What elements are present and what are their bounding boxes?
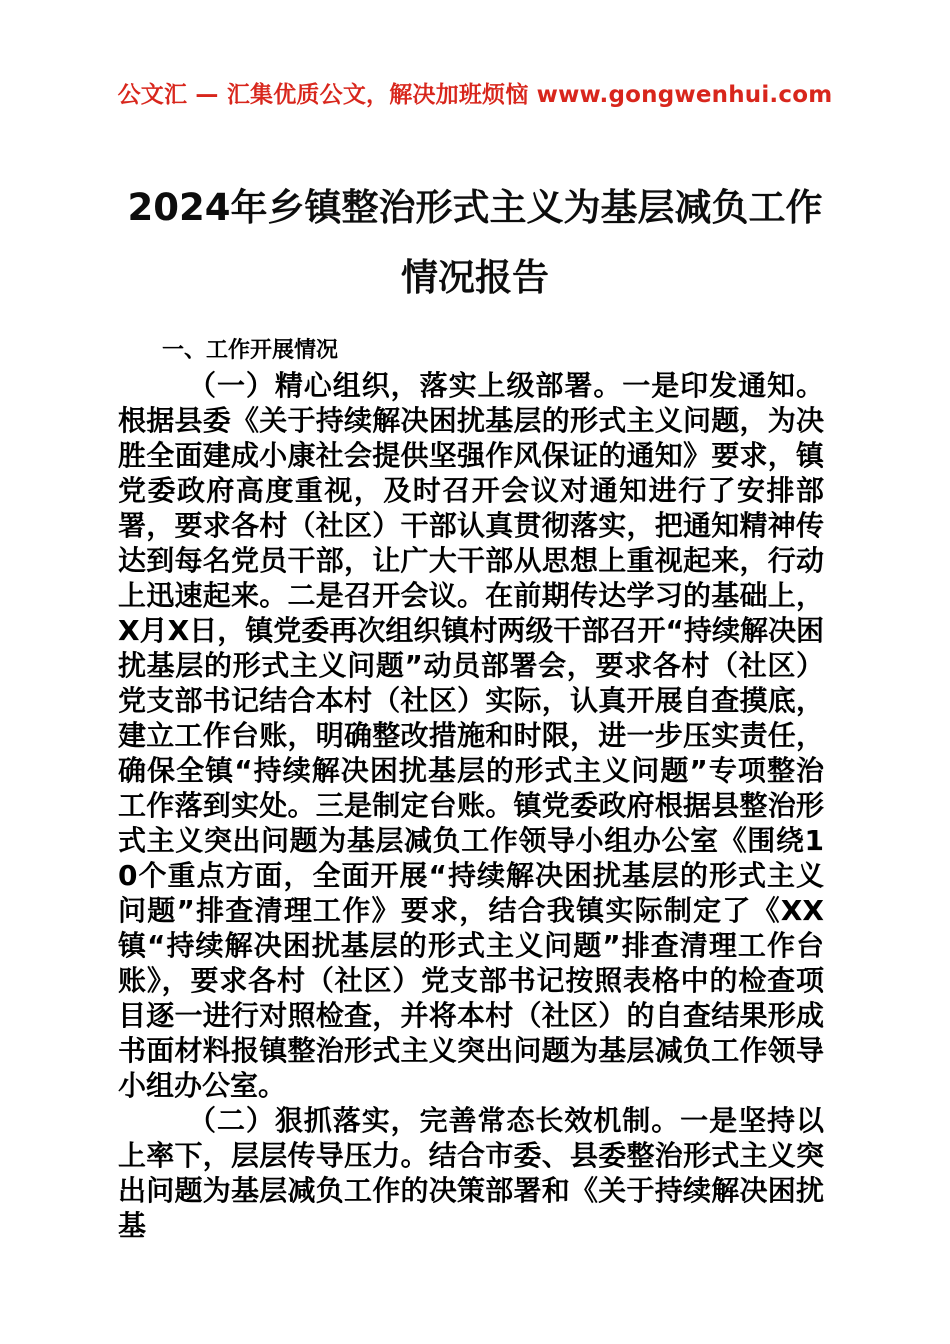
watermark-brand: 公文汇 — 汇集优质公文，解决加班烦恼: [117, 82, 529, 108]
site-watermark: [0, 76, 950, 109]
watermark-url: www.gongwenhui.com: [536, 82, 833, 108]
page-title-line-2: 情况报告: [401, 256, 549, 299]
document-body: [118, 333, 824, 1243]
page-title: [120, 173, 830, 313]
section-heading-1: 一、工作开展情况: [162, 338, 339, 363]
paragraph-1: （一）精心组织，落实上级部署。一是印发通知。根据县委《关于持续解决困扰基层的形式主义问题，为决胜全面建成小康社会提供坚强作风保证的通知》要求，镇党委政府高度重视，及时召开会议对通知进行了安排部署，要求各村（社区）干部认真贯彻落实，把通知精神传达到每名党员干部，让广大干部从思想上重视起来，行动上迅速起来。二是召开会议。在前期传达学习的基础上，X月X日，镇党委再次组织镇村两级干部召开“持续解决困扰基层的形式主义问题”动员部署会，要求各村（社区）党支部书记结合本村（社区）实际，认真开展自查摸底，建立工作台账，明确整改措施和时限，进一步压实责任，确保全镇“持续解决困扰基层的形式主义问题”专项整治工作落到实处。三是制定台账。镇党委政府根据县整治形式主义突出问题为基层减负工作领导小组办公室《围绕10个重点方面，全面开展“持续解决困扰基层的形式主义问题”排查清理工作》要求，结合我镇实际制定了《XX镇“持续解决困扰基层的形式主义问题”排查清理工作台账》，要求各村（社区）党支部书记按照表格中的检查项目逐一进行对照检查，并将本村（社区）的自查结果形成书面材料报镇整治形式主义突出问题为基层减负工作领导小组办公室。: [118, 369, 824, 1102]
paragraph-2: （二）狠抓落实，完善常态长效机制。一是坚持以上率下，层层传导压力。结合市委、县委整治形式主义突出问题为基层减负工作的决策部署和《关于持续解决困扰基: [118, 1104, 824, 1242]
page-title-line-1: 2024年乡镇整治形式主义为基层减负工作: [127, 186, 823, 229]
